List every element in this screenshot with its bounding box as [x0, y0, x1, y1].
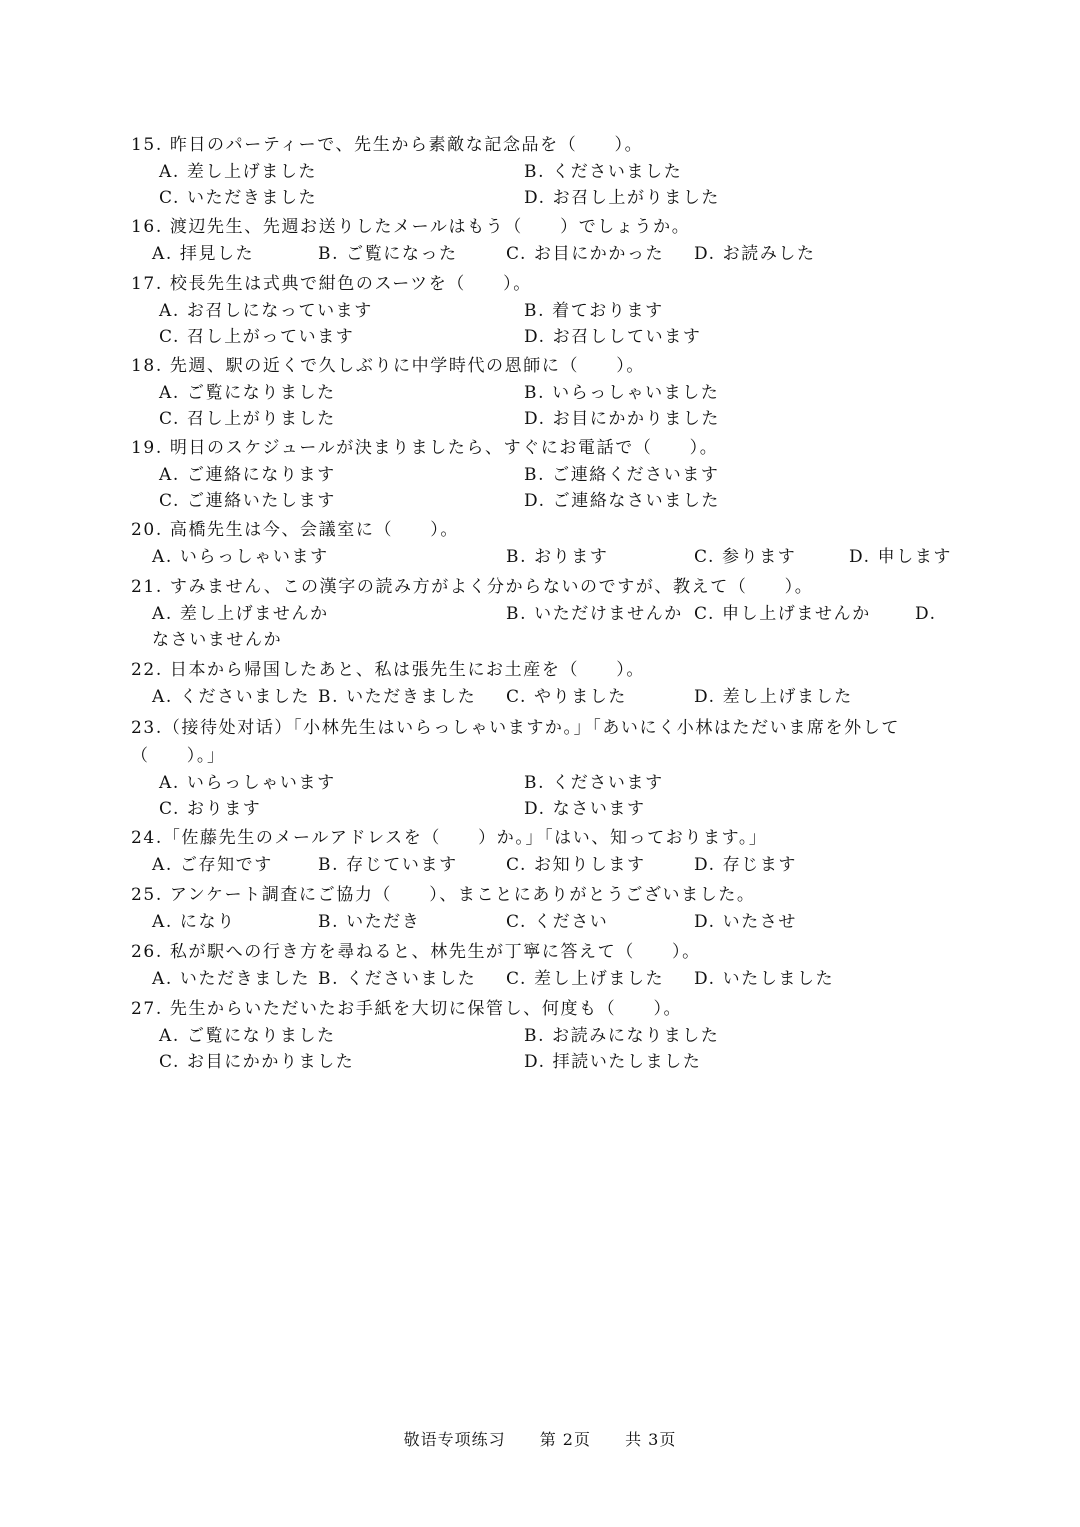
- question-17-option-a: A. お召しになっています: [159, 301, 373, 321]
- question-16-option-a: A. 拝見した: [152, 244, 255, 264]
- question-15-stem: 15. 昨日のパーティーで、先生から素敵な記念品を（ ）。: [131, 135, 644, 155]
- question-21-option-c: C. 申し上げませんか: [694, 604, 871, 624]
- page-footer: [0, 1427, 1080, 1450]
- question-20-option-a: A. いらっしゃいます: [152, 547, 329, 567]
- question-22-option-b: B. いただきました: [318, 687, 477, 707]
- question-20-stem: 20. 高橋先生は今、会議室に（ ）。: [131, 520, 459, 540]
- question-21-option-b: B. いただけませんか: [506, 604, 683, 624]
- question-18-option-b: B. いらっしゃいました: [524, 383, 720, 403]
- question-19-stem: 19. 明日のスケジュールが決まりましたら、すぐにお電話で（ ）。: [131, 438, 719, 458]
- question-25-option-a: A. になり: [152, 912, 236, 932]
- question-20-option-c: C. 参ります: [694, 547, 797, 567]
- question-16-option-c: C. お目にかかった: [506, 244, 665, 264]
- question-25-option-b: B. いただき: [318, 912, 421, 932]
- question-18-stem: 18. 先週、駅の近くで久しぶりに中学時代の恩師に（ ）。: [131, 356, 645, 376]
- question-24-option-c: C. お知りします: [506, 855, 646, 875]
- question-27-option-c: C. お目にかかりました: [159, 1052, 355, 1072]
- question-25-option-c: C. ください: [506, 912, 609, 932]
- question-17-option-b: B. 着ております: [524, 301, 664, 321]
- question-24-stem: 24.「佐藤先生のメールアドレスを（ ）か。」「はい、知っております。」: [131, 828, 768, 848]
- question-21-option-a: A. 差し上げませんか: [152, 604, 329, 624]
- question-18-option-d: D. お目にかかりました: [524, 409, 721, 429]
- question-27-option-a: A. ご覧になりました: [159, 1026, 336, 1046]
- question-27-option-b: B. お読みになりました: [524, 1026, 720, 1046]
- question-16-option-b: B. ご覧になった: [318, 244, 458, 264]
- question-23-option-b: B. くださいます: [524, 773, 664, 793]
- question-23-option-d: D. なさいます: [524, 799, 646, 819]
- question-23-option-a: A. いらっしゃいます: [159, 773, 336, 793]
- question-25-option-d: D. いたさせ: [694, 912, 798, 932]
- question-22-option-c: C. やりました: [506, 687, 628, 707]
- question-15-option-c: C. いただきました: [159, 188, 318, 208]
- question-21-option-d: D.: [915, 604, 937, 624]
- question-18-option-a: A. ご覧になりました: [159, 383, 336, 403]
- footer-page-total: 共 3页: [625, 1430, 677, 1449]
- question-20-option-d: D. 申します: [849, 547, 953, 567]
- question-24-option-a: A. ご存知です: [152, 855, 273, 875]
- question-17-stem: 17. 校長先生は式典で紺色のスーツを（ ）。: [131, 274, 532, 294]
- question-21-stem: 21. すみません、この漢字の読み方がよく分からないのですが、教えて（ ）。: [131, 577, 814, 597]
- question-26-option-c: C. 差し上げました: [506, 969, 665, 989]
- question-24-option-b: B. 存じています: [318, 855, 458, 875]
- question-27-option-d: D. 拝読いたしました: [524, 1052, 702, 1072]
- question-20-option-b: B. おります: [506, 547, 609, 567]
- question-26-option-a: A. いただきました: [152, 969, 311, 989]
- question-17-option-c: C. 召し上がっています: [159, 327, 355, 347]
- footer-title: 敬语专项练习: [403, 1430, 506, 1449]
- question-21-option-d-text: なさいませんか: [152, 630, 283, 650]
- question-19-option-b: B. ご連絡くださいます: [524, 465, 720, 485]
- question-23-stem-continued: （ ）。」: [131, 746, 226, 766]
- question-22-option-a: A. くださいました: [152, 687, 311, 707]
- question-23-stem: 23.（接待处对话）「小林先生はいらっしゃいますか。」「あいにく小林はただいま席を外して: [131, 718, 900, 738]
- question-19-option-a: A. ご連絡になります: [159, 465, 336, 485]
- question-18-option-c: C. 召し上がりました: [159, 409, 336, 429]
- question-22-option-d: D. 差し上げました: [694, 687, 853, 707]
- question-25-stem: 25. アンケート調査にご協力（ ）、まことにありがとうございました。: [131, 885, 756, 905]
- question-26-option-d: D. いたしました: [694, 969, 835, 989]
- question-19-option-d: D. ご連絡なさいました: [524, 491, 721, 511]
- question-15-option-d: D. お召し上がりました: [524, 188, 721, 208]
- question-22-stem: 22. 日本から帰国したあと、私は張先生にお土産を（ ）。: [131, 660, 645, 680]
- question-15-option-b: B. くださいました: [524, 162, 683, 182]
- question-16-stem: 16. 渡辺先生、先週お送りしたメールはもう（ ）でしょうか。: [131, 217, 691, 237]
- question-24-option-d: D. 存じます: [694, 855, 798, 875]
- question-26-stem: 26. 私が駅への行き方を尋ねると、林先生が丁寧に答えて（ ）。: [131, 942, 701, 962]
- question-27-stem: 27. 先生からいただいたお手紙を大切に保管し、何度も（ ）。: [131, 999, 683, 1019]
- question-15-option-a: A. 差し上げました: [159, 162, 318, 182]
- footer-page-number: 第 2页: [539, 1430, 591, 1449]
- question-16-option-d: D. お読みした: [694, 244, 816, 264]
- question-19-option-c: C. ご連絡いたします: [159, 491, 336, 511]
- question-26-option-b: B. くださいました: [318, 969, 477, 989]
- question-23-option-c: C. おります: [159, 799, 262, 819]
- question-17-option-d: D. お召ししています: [524, 327, 702, 347]
